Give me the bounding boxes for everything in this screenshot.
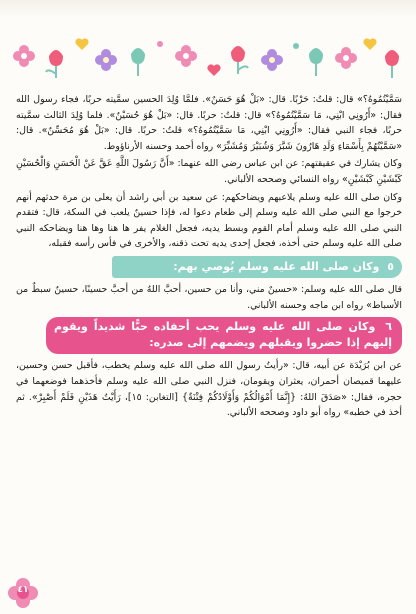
section-heading-6 bbox=[46, 317, 402, 354]
heart-icon bbox=[207, 64, 220, 76]
heart-icon bbox=[75, 38, 88, 50]
section-title: وكان صلى الله عليه وسلم يحب أحفاده حبًّا شديداً ويقوم إليهم إذا حضروا ويقبلهم ويضمهم إلى صدره: bbox=[54, 320, 392, 349]
section-title: وكان صلى الله عليه وسلم يُوصي بهم: bbox=[173, 260, 380, 274]
page-body bbox=[16, 92, 402, 421]
tulip-icon bbox=[46, 50, 63, 78]
paragraph-playing: وكان صلى الله عليه وسلم يلاعبهم ويضاحكهم: عن سعيد بن أبي راشد أن يعلى بن مرة حدثهم أنهم خرجوا مع النبي صلى الله عليه وسلم إلى طعام دعوا له، فإذا حسينٌ يلعب في السكة، قال: فتقدم النبي صلى الله عليه وسلم أمام القوم وبسط يديه، فجعل الغلام يفر ها هنا وها هنا ويضاحكه النبي صلى الله عليه وسلم حتى أخذه، فجعل إحدى يديه تحت ذقنه، والأخرى في فأس رأسه فقبله، bbox=[16, 191, 402, 250]
paragraph-aqiqah: وكان يشارك في عقيقتهم: عن ابن عباس رضي الله عنهما: «أَنَّ رَسُولَ اللَّهِ عَقَّ عَنْ الْحَسَنِ وَالْحُسَيْنِ كَبْشَيْنِ كَبْشَيْنِ» رواه النسائي وصححه الألباني. bbox=[16, 158, 402, 185]
flower-icon bbox=[175, 45, 197, 67]
paragraph-naming-story: سَمَّيْتُمُوهُ؟» قال: قلتُ: حَرْبًا. قال: «بَلْ هُوَ حَسَنٌ». فلمَّا وُلِدَ الحسين سمَّيته حربًا، فجاء رسول الله فقال: «أَرُونِي ابْنِي، مَا سَمَّيْتُمُوهُ؟» قال: قلتُ: حربًا. قال: «بَلْ هُوَ حُسَيْنٌ». فلما وُلِدَ الثالث سمَّيته حربًا، فجاء النبي فقال: «أَرُونِي ابْنِي، مَا سَمَّيْتُمُوهُ؟» قلتُ: حربًا. قال: «بَلْ هُوَ مُحَسِّنٌ». قال: «سَمَّيْتُهُمْ بِأَسْمَاءِ وَلَدِ هَارُونَ شَبَّرَ وَشُبَيْرَ وَمُشَبِّرَ» رواه أحمد وحسنه الأرناؤوط. bbox=[16, 94, 402, 152]
dot-icon bbox=[157, 41, 163, 47]
flower-icon bbox=[335, 47, 357, 69]
section-number: ٥ bbox=[387, 260, 394, 274]
floral-decoration bbox=[10, 30, 406, 90]
paragraph-hussain-hadith: قال صلى الله عليه وسلم: «حسينٌ مني، وأنا من حسين، أحبَّ اللهُ من أحبَّ حسينًا، حسينٌ سبطٌ من الأسباط» رواه ابن ماجه وحسنه الألباني. bbox=[16, 283, 402, 311]
section-heading-5 bbox=[112, 256, 402, 278]
flower-icon bbox=[13, 45, 35, 67]
page-number: ٤١ bbox=[17, 585, 29, 595]
tulip-icon bbox=[131, 48, 145, 76]
heart-icon bbox=[363, 38, 376, 50]
flower-icon bbox=[261, 49, 283, 71]
tulip-icon bbox=[231, 46, 248, 74]
tulip-icon bbox=[385, 50, 399, 78]
paragraph-sermon-hadith: عن ابن بُرَيْدَة عن أبيه، قال: «رأيتُ رسول الله صلى الله عليه وسلم يخطب، فأقبل حسن وحسين، عليهما قميصان أحمران، يعثران ويقومان، فنزل النبي صلى الله عليه وسلم فأخذهما فوضعهما في حجره، فقال: «صَدَقَ اللهُ: {إِنَّمَا أَمْوَالُكُمْ وَأَوْلَادُكُمْ فِتْنَةٌ} [التغابن: ١٥]، رَأَيْتُ هَذَيْنِ فَلَمْ أَصْبِرْ». ثم أخذ في خطبه» رواه أبو داود وصححه الألباني. bbox=[16, 360, 402, 419]
top-margin-band bbox=[0, 0, 416, 18]
tulip-icon bbox=[309, 48, 323, 76]
section-number: ٦ bbox=[385, 320, 392, 334]
flower-icon bbox=[95, 49, 117, 71]
dot-icon bbox=[293, 43, 299, 49]
